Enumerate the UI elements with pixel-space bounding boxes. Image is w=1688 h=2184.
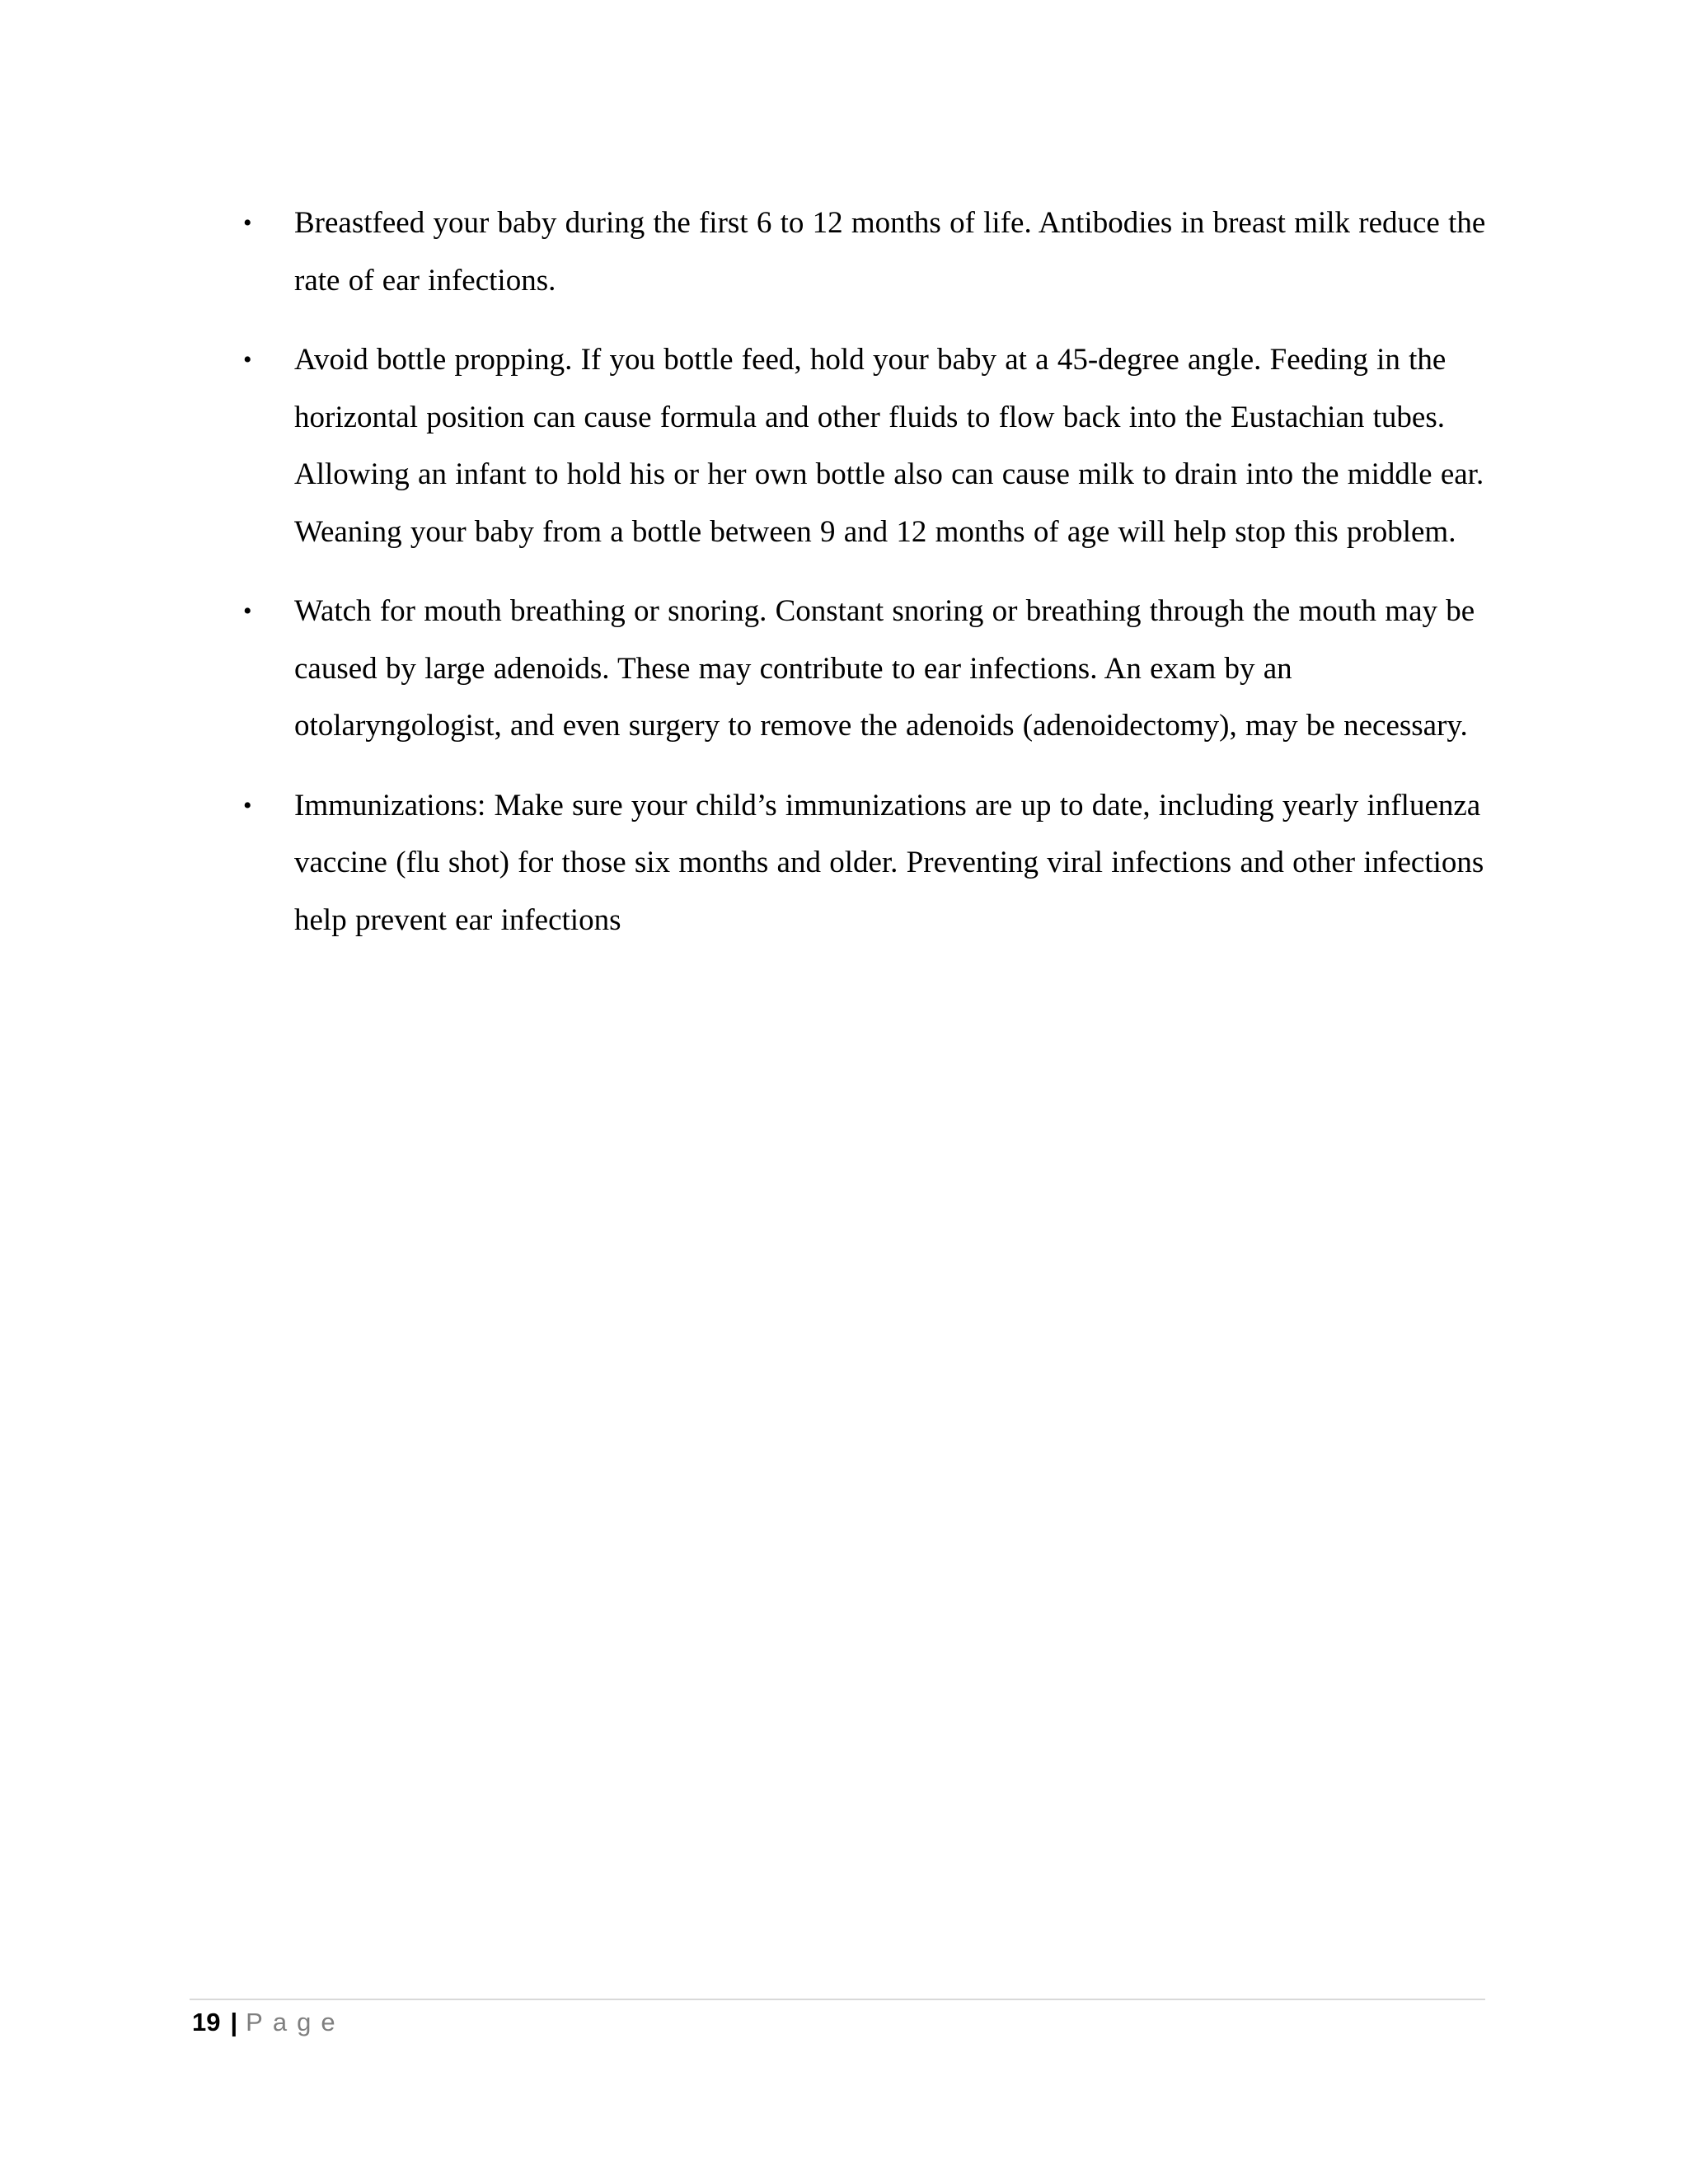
bullet-icon: • bbox=[243, 598, 252, 625]
page-footer bbox=[192, 2002, 345, 2043]
footer-divider bbox=[190, 1999, 1485, 2000]
bullet-icon: • bbox=[243, 791, 252, 819]
list-item bbox=[243, 194, 1500, 309]
list-item bbox=[243, 331, 1500, 560]
list-item bbox=[243, 777, 1500, 949]
bullet-text: Watch for mouth breathing or snoring. Constant snoring or breathing through the mouth may be caused by large adenoids. These may contribute to ear infections. An exam by an otolaryngologist, and even surgery to remove the adenoids (adenoidectomy), may be necessary. bbox=[294, 594, 1475, 743]
page-label: Page bbox=[246, 2008, 345, 2036]
bullet-text: Avoid bottle propping. If you bottle feed, hold your baby at a 45-degree angle. Feeding in the horizontal position can cause formula and other fluids to flow back into the Eustachian tubes. Allowing an infant to hold his or her own bottle also can cause milk to drain into the middle ear. Weaning your baby from a bottle between 9 and 12 months of age will help stop this problem. bbox=[294, 343, 1484, 549]
bullet-icon: • bbox=[243, 346, 252, 373]
bullet-text: Immunizations: Make sure your child’s immunizations are up to date, including yearly influenza vaccine (flu shot) for those six months and older. Preventing viral infections and other infections help prevent ear infections bbox=[294, 788, 1484, 937]
page-number: 19 bbox=[192, 2008, 221, 2036]
footer-separator: | bbox=[230, 2008, 238, 2036]
bullet-icon: • bbox=[243, 209, 252, 237]
bullet-list bbox=[243, 194, 1500, 971]
list-item bbox=[243, 583, 1500, 755]
bullet-text: Breastfeed your baby during the first 6 to 12 months of life. Antibodies in breast milk reduce the rate of ear infections. bbox=[294, 206, 1486, 298]
